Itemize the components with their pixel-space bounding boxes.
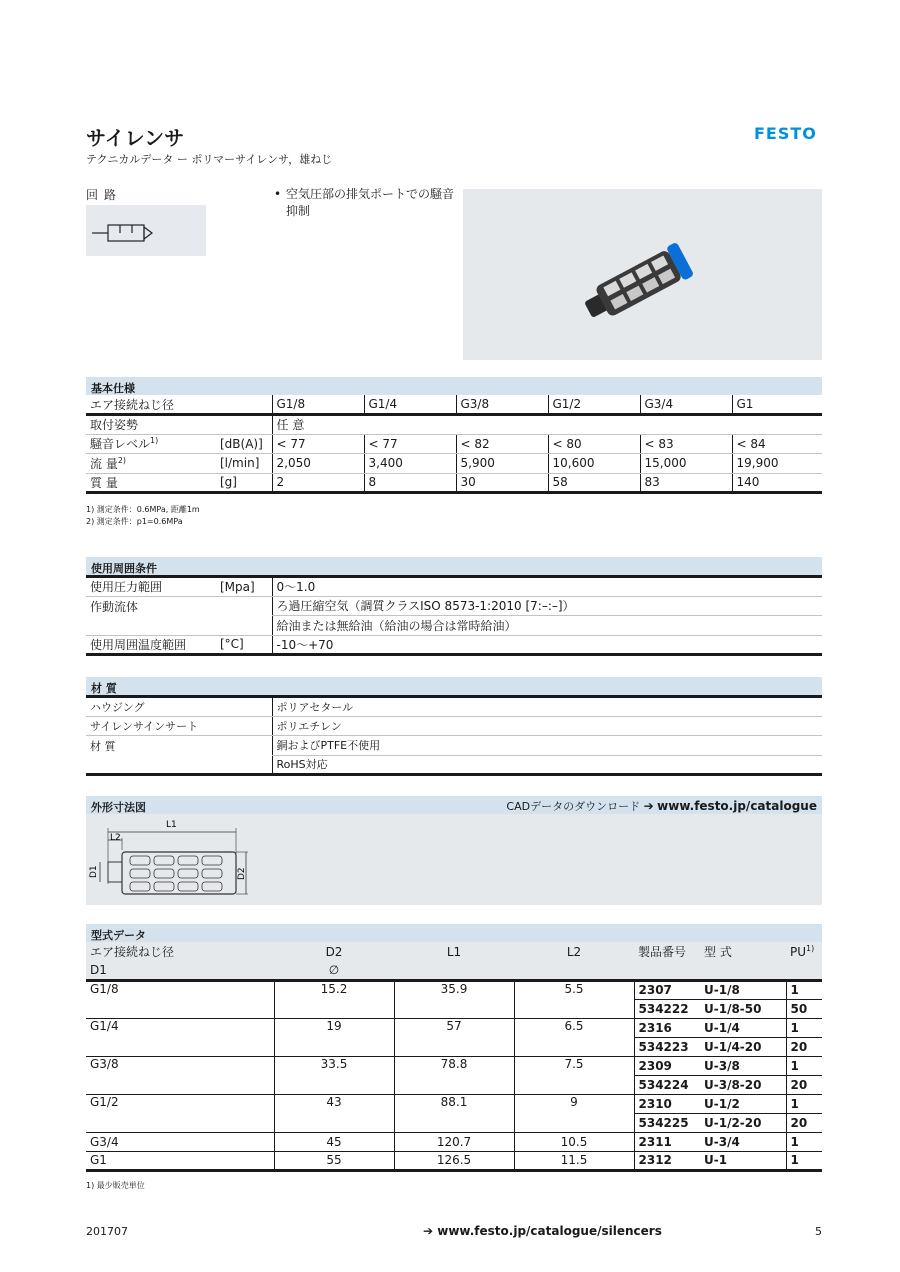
festo-logo: FESTO <box>754 124 817 143</box>
model-data-table <box>86 942 822 1172</box>
table-row: G1/8 15.2 35.9 5.5 2307 U-1/8 1 <box>86 980 822 999</box>
footer-link[interactable] <box>423 1224 662 1238</box>
table-row: G1 55 126.5 11.5 2312 U-1 1 <box>86 1151 822 1170</box>
material-header: 材 質 <box>86 677 822 695</box>
silencer-symbol-icon <box>86 205 206 256</box>
table-row: G3/4 45 120.7 10.5 2311 U-3/4 1 <box>86 1132 822 1151</box>
l2-label: L2 <box>110 833 121 843</box>
feature-text: 空気圧部の排気ポートでの騒音抑制 <box>286 187 455 218</box>
table-row: 534223 U-1/4-20 20 <box>86 1037 822 1056</box>
footer-url[interactable]: www.festo.jp/catalogue/silencers <box>437 1224 662 1238</box>
feature-bullet: • 空気圧部の排気ポートでの騒音抑制 <box>274 187 455 218</box>
basic-spec-table <box>86 395 822 494</box>
table-row: RoHS対応 <box>86 755 822 775</box>
page-title: サイレンサ <box>86 126 185 150</box>
table-row: 534222 U-1/8-50 50 <box>86 999 822 1018</box>
cad-download-link[interactable]: CADデータのダウンロード ➔ www.festo.jp/catalogue <box>506 799 817 813</box>
table-row: 作動流体 ろ過圧縮空気（調質クラスISO 8573-1:2010 [7:–:–]） <box>86 596 822 616</box>
table-row: エア接続ねじ径 G1/8 G1/4 G3/8 G1/2 G3/4 G1 <box>86 395 822 415</box>
circuit-label: 回路 <box>86 188 123 202</box>
table-row: 材 質 銅およびPTFE不使用 <box>86 736 822 756</box>
table-row: 使用圧力範囲 [Mpa] 0〜1.0 <box>86 577 822 597</box>
cad-url[interactable]: www.festo.jp/catalogue <box>657 799 817 813</box>
operating-table <box>86 575 822 656</box>
product-image <box>463 189 822 360</box>
basic-spec-footnotes: 1) 測定条件：0.6MPa, 距離1m 2) 測定条件：p1=0.6MPa <box>86 505 200 526</box>
table-header-row: D1 ∅ <box>86 961 822 980</box>
l1-label: L1 <box>166 820 177 830</box>
page-subtitle: テクニカルデータ ー ポリマーサイレンサ，雄ねじ <box>86 153 333 166</box>
arrow-right-icon: ➔ <box>423 1224 434 1238</box>
operating-header: 使用周囲条件 <box>86 557 822 575</box>
table-row: サイレンサインサート ポリエチレン <box>86 716 822 736</box>
table-row: G1/2 43 88.1 9 2310 U-1/2 1 <box>86 1094 822 1113</box>
silencer-drawing-icon <box>86 814 822 905</box>
d1-label: D1 <box>89 865 99 878</box>
table-row: 使用周囲温度範囲 [°C] -10〜+70 <box>86 635 822 655</box>
table-row: ハウジング ポリアセタール <box>86 697 822 717</box>
table-row: 給油または無給油（給油の場合は常時給油） <box>86 616 822 636</box>
table-row: 流 量$^{2)}$ [l/min] 2,050 3,400 5,900 10,600 15,000 19,900 <box>86 454 822 474</box>
model-data-footnote: 1) 最少販売単位 <box>86 1181 145 1190</box>
silencer-product-icon <box>463 189 822 360</box>
table-header-row: エア接続ねじ径 D2 L1 L2 製品番号 型 式 PU$^{1)}$ <box>86 942 822 961</box>
dimension-drawing <box>86 814 822 905</box>
d2-label: D2 <box>237 867 247 880</box>
dimensions-header: 外形寸法図 CADデータのダウンロード ➔ www.festo.jp/catalogue <box>86 796 822 814</box>
circuit-symbol <box>86 205 206 256</box>
footer-code: 201707 <box>86 1225 128 1238</box>
basic-spec-header: 基本仕様 <box>86 377 822 395</box>
table-row: 534224 U-3/8-20 20 <box>86 1075 822 1094</box>
table-row: 534225 U-1/2-20 20 <box>86 1113 822 1132</box>
model-data-header: 型式データ <box>86 924 822 942</box>
table-row: 騒音レベル$^{1)}$ [dB(A)] < 77 < 77 < 82 < 80 < 83 < 84 <box>86 434 822 454</box>
table-row: G3/8 33.5 78.8 7.5 2309 U-3/8 1 <box>86 1056 822 1075</box>
material-table <box>86 695 822 776</box>
table-row: 取付姿勢 任 意 <box>86 415 822 435</box>
table-row: G1/4 19 57 6.5 2316 U-1/4 1 <box>86 1018 822 1037</box>
arrow-right-icon: ➔ <box>643 799 654 813</box>
page-number: 5 <box>815 1225 822 1238</box>
table-row: 質 量 [g] 2 8 30 58 83 140 <box>86 473 822 493</box>
